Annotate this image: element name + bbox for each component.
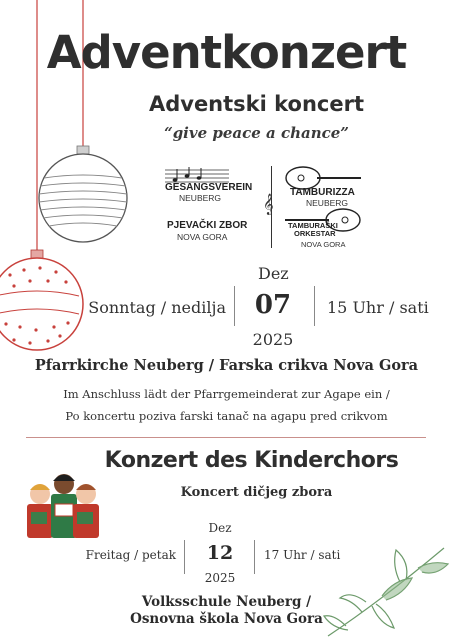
- holly-branch-icon: [322, 540, 453, 640]
- kids-title: Konzert des Kinderchors: [104, 448, 399, 473]
- event-time: 15 Uhr / sati: [327, 298, 429, 317]
- logo-orkestar-name: [288, 222, 338, 238]
- logo-orkestar-line2: ORKESTAR: [294, 229, 336, 238]
- date-divider-right: [314, 286, 315, 326]
- event-subtitle: Adventski koncert: [148, 92, 365, 116]
- kids-year: 2025: [204, 571, 236, 585]
- event-info-line1: Im Anschluss lädt der Pfarrgemeinderat zur Agape ein /: [63, 387, 390, 401]
- kids-time: 17 Uhr / sati: [264, 548, 341, 562]
- grey-bauble-icon: [39, 146, 127, 242]
- date-divider-left: [234, 286, 235, 326]
- logo-orkestar-line1: TAMBURAŠKI: [288, 221, 338, 230]
- kids-month: Dez: [208, 521, 232, 535]
- logo-tamburizza-name: TAMBURIZZA: [290, 187, 355, 198]
- logos-block: [165, 160, 365, 252]
- logo-gesangsverein-name: GESANGSVEREIN: [165, 182, 253, 193]
- event-weekday: Sonntag / nedilja: [88, 298, 226, 317]
- children-choir-icon: [24, 468, 100, 540]
- event-day: 07: [254, 290, 292, 320]
- kids-location-line1: Volksschule Neuberg /: [141, 594, 312, 610]
- kids-date-divider-right: [254, 540, 255, 574]
- logo-pjevacki-place: NOVA GORA: [177, 232, 228, 242]
- event-info-line2: Po koncertu poziva farski tanač na agapu pred crikvom: [65, 409, 388, 423]
- logo-pjevacki-name: PJEVAČKI ZBOR: [167, 220, 248, 231]
- logo-gesangsverein-place: NEUBERG: [179, 193, 222, 203]
- event-location: Pfarrkirche Neuberg / Farska crikva Nova Gora: [34, 357, 419, 374]
- treble-clef-icon: 𝄞: [263, 194, 274, 215]
- event-year: 2025: [252, 330, 294, 349]
- logo-tamburizza-place: NEUBERG: [306, 198, 349, 208]
- section-divider: [26, 437, 426, 438]
- event-title: Adventkonzert: [46, 26, 407, 79]
- red-bauble-icon: [0, 250, 83, 350]
- kids-date-divider-left: [184, 540, 185, 574]
- event-motto: “give peace a chance”: [164, 124, 349, 142]
- kids-day: 12: [206, 542, 234, 564]
- logo-orkestar-place: NOVA GORA: [301, 240, 346, 249]
- kids-weekday: Freitag / petak: [85, 548, 176, 562]
- kids-subtitle: Koncert dičjeg zbora: [180, 485, 333, 500]
- event-month: Dez: [258, 264, 289, 283]
- kids-location-line2: Osnovna škola Nova Gora: [130, 611, 323, 627]
